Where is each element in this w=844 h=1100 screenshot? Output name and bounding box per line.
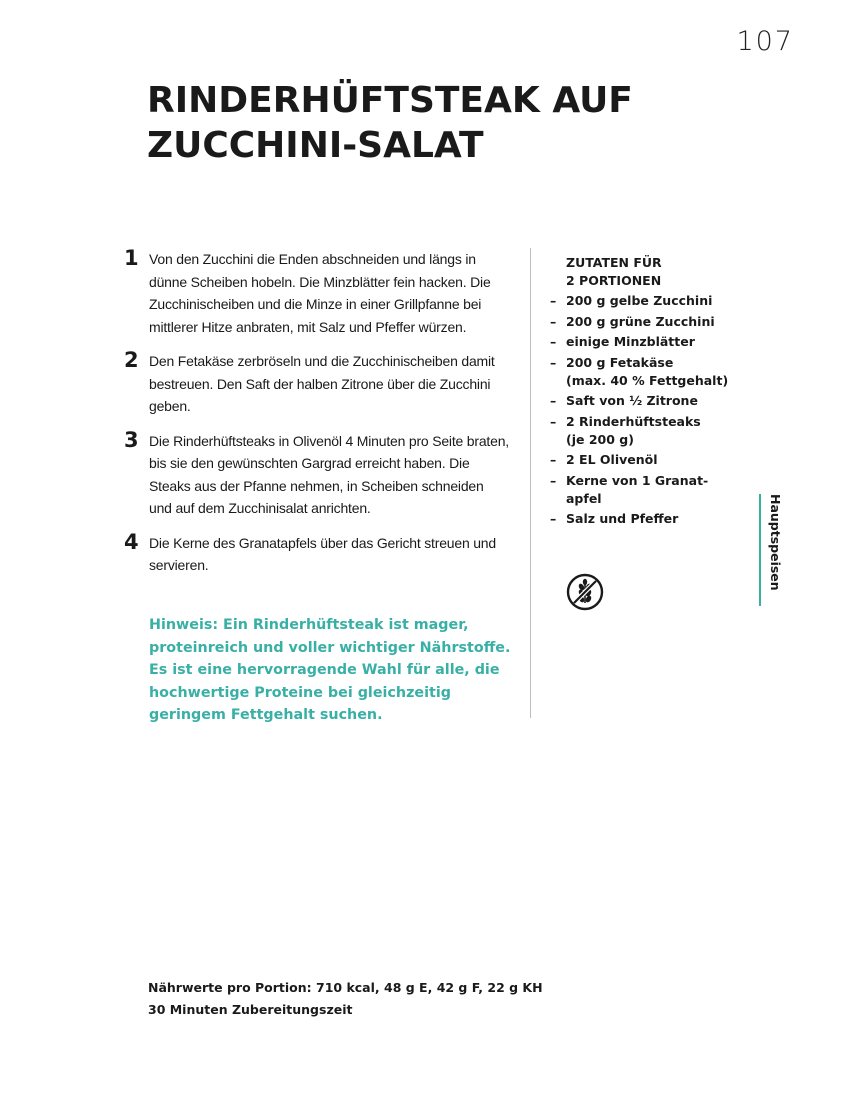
step-2 [120,350,510,418]
ingredient-item [550,413,750,449]
ingredient-item [550,472,750,508]
ingredient-text-continued: apfel [566,490,602,506]
list-dash: – [550,313,557,329]
ingredient-item [550,333,750,351]
recipe-title-line-1: RINDERHÜFTSTEAK AUF [147,80,633,121]
step-text: Den Fetakäse zerbröseln und die Zucchinischeiben damit bestreuen. Den Saft der halben Zitrone über die Zucchini geben. [149,353,495,414]
recipe-footer [148,977,648,1020]
ingredient-item [550,451,750,469]
column-divider [530,248,531,718]
ingredient-item [550,313,750,331]
step-number: 1 [124,246,139,270]
list-dash: – [550,354,557,370]
ingredient-item [550,292,750,310]
ingredient-text: 2 Rinderhüftsteaks [566,413,701,429]
list-dash: – [550,393,557,408]
ingredients-header-line-1: ZUTATEN FÜR [566,255,662,270]
step-text: Die Rinderhüftsteaks in Olivenöl 4 Minuten pro Seite braten, bis sie den gewünschten Gargrad erreicht haben. Die Steaks aus der Pfanne nehmen, in Scheiben schneiden und auf dem Zucchinisalat anrichten. [149,432,509,516]
page-number: 107 [736,26,794,57]
recipe-title-line-2: ZUCCHINI-SALAT [147,125,484,166]
nutrition-info: Nährwerte pro Portion: 710 kcal, 48 g E, 42 g F, 22 g KH [148,980,543,995]
step-number: 3 [124,427,139,452]
ingredient-item [550,510,750,528]
list-dash: – [550,472,557,488]
step-number: 4 [124,529,139,554]
ingredient-text: 200 g gelbe Zucchini [566,293,713,308]
ingredient-text: einige Minzblätter [566,334,695,349]
ingredient-item [550,354,750,390]
step-number: 2 [124,348,139,372]
section-tab-label: Hauptspeisen [768,494,783,591]
ingredient-text-continued: (max. 40 % Fettgehalt) [566,372,729,388]
ingredient-text: Kerne von 1 Granat- [566,472,709,488]
list-dash: – [550,511,557,526]
preparation-steps [120,248,510,589]
hint-note: Hinweis: Ein Rinderhüftsteak ist mager, proteinreich und voller wichtiger Nährstoffe. Es ist eine hervorragende Wahl für alle, die hochwertige Proteine bei gleichzeitig geringem Fettgehalt suchen. [149,617,511,723]
ingredients-header [566,254,662,290]
gluten-free-icon [566,573,604,611]
list-dash: – [550,452,557,467]
ingredient-text: 200 g grüne Zucchini [566,313,715,329]
step-text: Von den Zucchini die Enden abschneiden und längs in dünne Scheiben hobeln. Die Minzblätter fein hacken. Die Zucchinischeiben und die Minze in einer Grillpfanne bei mittlerer Hitze anbraten, mit Salz und Pfeffer würzen. [149,251,491,335]
ingredients-list [550,292,750,531]
ingredient-text-continued: (je 200 g) [566,431,634,447]
step-text: Die Kerne des Granatapfels über das Gericht streuen und servieren. [149,534,496,573]
list-dash: – [550,413,557,429]
ingredient-text: Salz und Pfeffer [566,511,679,526]
recipe-title [147,78,747,168]
section-tab [759,494,785,606]
list-dash: – [550,334,557,349]
ingredients-header-line-2: 2 PORTIONEN [566,273,662,288]
step-4 [120,529,510,577]
ingredient-item [550,392,750,410]
ingredient-text: Saft von ½ Zitrone [566,393,698,408]
ingredient-text: 2 EL Olivenöl [566,452,658,467]
preparation-time: 30 Minuten Zubereitungszeit [148,1001,353,1017]
step-3 [120,427,510,520]
ingredient-text: 200 g Fetakäse [566,354,674,370]
list-dash: – [550,293,557,308]
step-1 [120,248,510,338]
